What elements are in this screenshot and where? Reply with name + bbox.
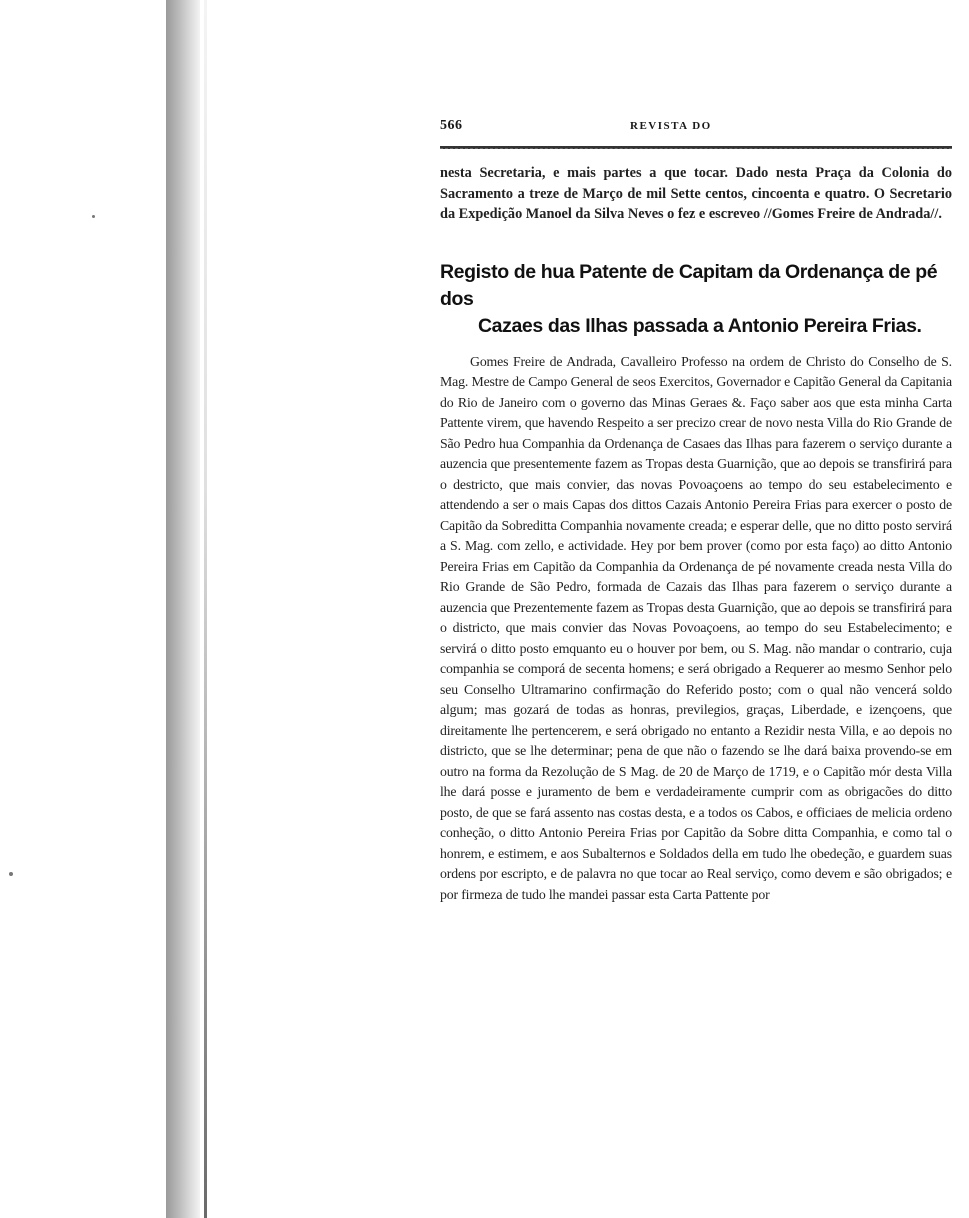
page-number: 566 (440, 118, 463, 133)
scan-speck (92, 215, 95, 218)
intro-paragraph: nesta Secretaria, e mais partes a que tocar. Dado nesta Praça da Colonia do Sacramento a treze de Março de mil Sette centos, cincoenta e quatro. O Secretario da Expedição Manoel da Silva Neves o fez e escreveo //Gomes Freire de Andrada//. (440, 165, 952, 222)
header-rule (440, 146, 952, 149)
section-title (440, 259, 952, 340)
scan-speck (9, 872, 13, 876)
book-spine-edge (204, 0, 207, 1218)
book-gutter-shadow (166, 0, 200, 1218)
document-page (440, 118, 952, 919)
section-title-line-1: Registo de hua Patente de Capitam da Ordenança de pé dos (440, 260, 938, 310)
section-title-line-2: Cazaes das Ilhas passada a Antonio Pereira Frias. (478, 314, 922, 337)
running-title: REVISTA DO (630, 120, 712, 132)
running-head (440, 118, 952, 144)
section-body-text: Gomes Freire de Andrada, Cavalleiro Professo na ordem de Christo do Conselho de S. Mag. Mestre de Campo General de seos Exercitos, Governador e Capitão General da Capitania do Rio de Janeiro com o governo das Minas Geraes &. Faço saber aos que esta minha Carta Pattente virem, que havendo Respeito a ser precizo crear de novo nesta Villa do Rio Grande de São Pedro hua Companhia da Ordenança de Casaes das Ilhas para fazerem o serviço durante a auzencia que presentemente fazem as Tropas desta Guarnição, que ao depois se transfirirá para o destricto, que mais convier, das novas Povoaçoens ao tempo do seu estabelecimento e attendendo a ser o mais Capas dos dittos Cazais Antonio Pereira Frias para exercer o posto de Capitão da Sobreditta Companhia novamente creada; e esperar delle, que no ditto posto servirá a S. Mag. com zello, e actividade. Hey por bem prover (como por esta faço) ao ditto Antonio Pereira Frias em Capitão da Companhia da Ordenança de pé novamente creada nesta Villa do Rio Grande de São Pedro, formada de Cazais das Ilhas para fazerem o serviço durante a auzencia que Prezentemente fazem as Tropas desta Guarnição, que ao depois se transfirirá para o districto, que mais convier das Novas Povoaçoens, ao tempo do seu Estabelecimento; e servirá o ditto posto emquanto eu o houver por bem, ou S. Mag. não mandar o contrario, cuja companhia se comporá de secenta homens; e será obrigado a Requerer ao mesmo Senhor pelo seu Conselho Ultramarino confirmação do Referido posto; com o qual não vencerá soldo algum; mas gozará de todas as honras, previlegios, graças, Liberdade, e izençoens, que direitamente lhe pertencerem, e será obrigado no entanto a Rezidir nesta Villa, e ao depois no districto, que se lhe determinar; pena de que não o fazendo se lhe dará baixa provendo-se em outro na forma da Rezolução de S Mag. de 20 de Março de 1719, e o Capitão mór desta Villa lhe dará posse e juramento de bem e verdadeiramente cumprir com as obrigacões do ditto posto, de que se fará assento nas costas desta, e a todos os Cabos, e officiaes de melicia ordeno conheção, o ditto Antonio Pereira Frias por Capitão da Sobre ditta Companhia, e como tal o honrem, e estimem, e aos Subalternos e Soldados della em tudo lhe obedeção, e guardem suas ordens por escripto, e de palavra no que tocar ao Real serviço, como devem e são obrigados; e por firmeza de tudo lhe mandei passar esta Carta Pattente por (440, 353, 952, 902)
